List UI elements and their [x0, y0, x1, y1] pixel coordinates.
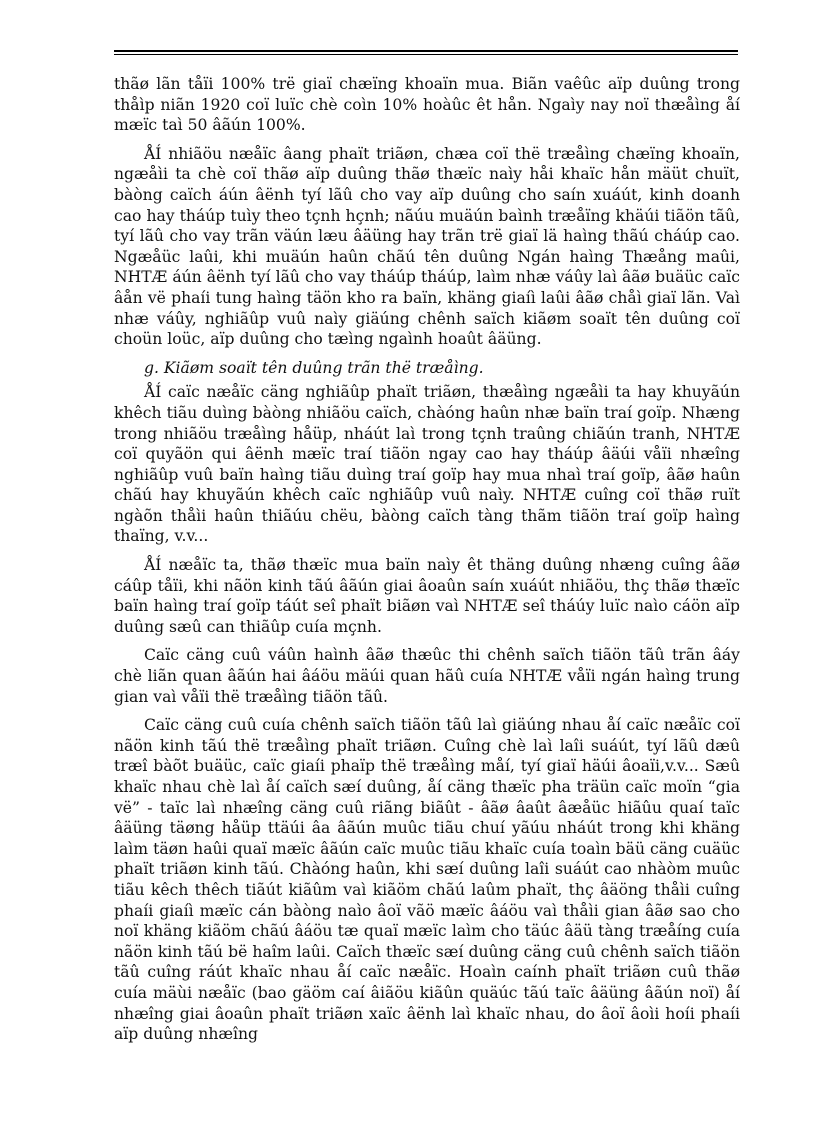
header-rule-thin [114, 54, 738, 55]
paragraph: ÅÍ nhiãöu næåïc âang phaït triãøn, chæa coï thë træåìng chæïng khoaïn, ngæåìi ta chè coï thãø aïp duûng thãø thæïc naìy håi khaïc hån mäüt chuït, bàòng caïch áún âënh tyí lãû cho vay aïp duûng cho saín xuáút, kinh doanh cao hay tháúp tuìy theo tçnh hçnh; nãúu muäún baình træåïng khäúi tiãön tãû, tyí lãû cho vay trãn väún læu âäüng hay trãn trë giaï lä haìng thãú cháúp cao. Ngæåüc laûi, khi muäún haûn chãú tên duûng Ngán haìng Thæång maûi, NHTÆ áún âënh tyí lãû cho vay tháúp tháúp, laìm nhæ váûy laì âãø buäüc caïc âån vë phaíi tung haìng täön kho ra baïn, khäng giaíì laûi âãø chåì giaï lãn. Vaì nhæ váûy, nghiãûp vuû naìy giäúng chênh saïch kiãøm soaït tên duûng coï choün loüc, aïp duûng cho tæìng ngaình hoaût âäüng. [114, 144, 740, 349]
header-rule [114, 50, 738, 52]
paragraph: Caïc cäng cuû váûn haình âãø thæûc thi chênh saïch tiãön tãû trãn âáy chè liãn quan âãún hai âáöu mäúi quan hãû cuía NHTÆ våïi ngán haìng trung gian vaì våïi thë træåìng tiãön tãû. [114, 646, 740, 706]
section-heading: g. Kiãøm soaït tên duûng trãn thë træåìng. [144, 358, 484, 377]
body-text [114, 74, 740, 1053]
paragraph: ÅÍ caïc næåïc cäng nghiãûp phaït triãøn, thæåìng ngæåìi ta hay khuyãún khêch tiãu duìng bàòng nhiãöu caïch, chàóng haûn nhæ baïn traí goïp. Nhæng trong nhiãöu træåìng håüp, nháút laì trong tçnh traûng chiãún tranh, NHTÆ coï quyãön qui âënh mæïc traí tiãön ngay cao hay tháúp âäúi våïi nhæîng nghiãûp vuû baïn haìng tiãu duìng traí goïp hay mua nhaì traí goïp, âãø haûn chãú hay khuyãún khêch caïc nghiãûp vuû naìy. NHTÆ cuîng coï thãø ruït ngàõn thåìi haûn thiãúu chëu, bàòng caïch tàng thãm tiãön traí goïp haìng thaïng, v.v... [114, 383, 740, 546]
paragraph: thãø lãn tåïi 100% trë giaï chæïng khoaïn mua. Biãn vaêûc aïp duûng trong thåìp niãn 1920 coï luïc chè coìn 10% hoàûc êt hån. Ngaìy nay noï thæåìng åí mæïc taì 50 âãún 100%. [114, 75, 740, 135]
paragraph: Caïc cäng cuû cuía chênh saïch tiãön tãû laì giäúng nhau åí caïc næåïc coï nãön kinh tãú thë træåìng phaït triãøn. Cuîng chè laì laîi suáút, tyí lãû dæû træî bàõt buäüc, caïc giaíi phaïp thë træåìng måí, tyí giaï häúi âoaïi,v.v... Sæû khaïc nhau chè laì åí caïch sæí duûng, åí cäng thæïc pha träün caïc moïn “gia vë” - taïc laì nhæîng cäng cuû riãng biãût - âãø âaût âæåüc hiãûu quaí taïc âäüng täøng håüp ttäúi âa âãún muûc tiãu chuí yãúu nháút trong khi khäng laìm täøn haûi quaï mæïc âãún caïc muûc tiãu khaïc cuía toaìn bäü cäng cuäüc phaït triãøn kinh tãú. Chàóng haûn, khi sæí duûng laîi suáút cao nhàòm muûc tiãu kêch thêch tiãút kiãûm vaì kiãöm chãú laûm phaït, thç âäöng thåìi cuîng phaíi giaíì mæïc cán bàòng naìo âoï vãö mæïc âáöu vaì thåìi gian âãø sao cho noï khäng kiãöm chãú âáöu tæ quaï mæïc laìm cho täúc âäü tàng træåíng cuía nãön kinh tãú bë haîm laûi. Caïch thæïc sæí duûng cäng cuû chênh saïch tiãön tãû cuîng ráút khaïc nhau åí caïc næåïc. Hoaìn caính phaït triãøn cuû thãø cuía mäùi næåïc (bao gäöm caí âiãöu kiãûn quäúc tãú taïc âäüng âãún noï) åí nhæîng giai âoaûn phaït triãøn xaïc âënh laì khaïc nhau, do âoï âoìi hoíi phaíi aïp duûng nhæîng [114, 716, 740, 1044]
paragraph: ÅÍ næåïc ta, thãø thæïc mua baïn naìy êt thäng duûng nhæng cuîng âãø cáûp tåïi, khi nãön kinh tãú âãún giai âoaûn saín xuáút nhiãöu, thç thãø thæïc baïn haìng traí goïp táút seî phaït biãøn vaì NHTÆ seî tháúy luïc naìo cáön aïp duûng sæû can thiãûp cuía mçnh. [114, 556, 740, 636]
